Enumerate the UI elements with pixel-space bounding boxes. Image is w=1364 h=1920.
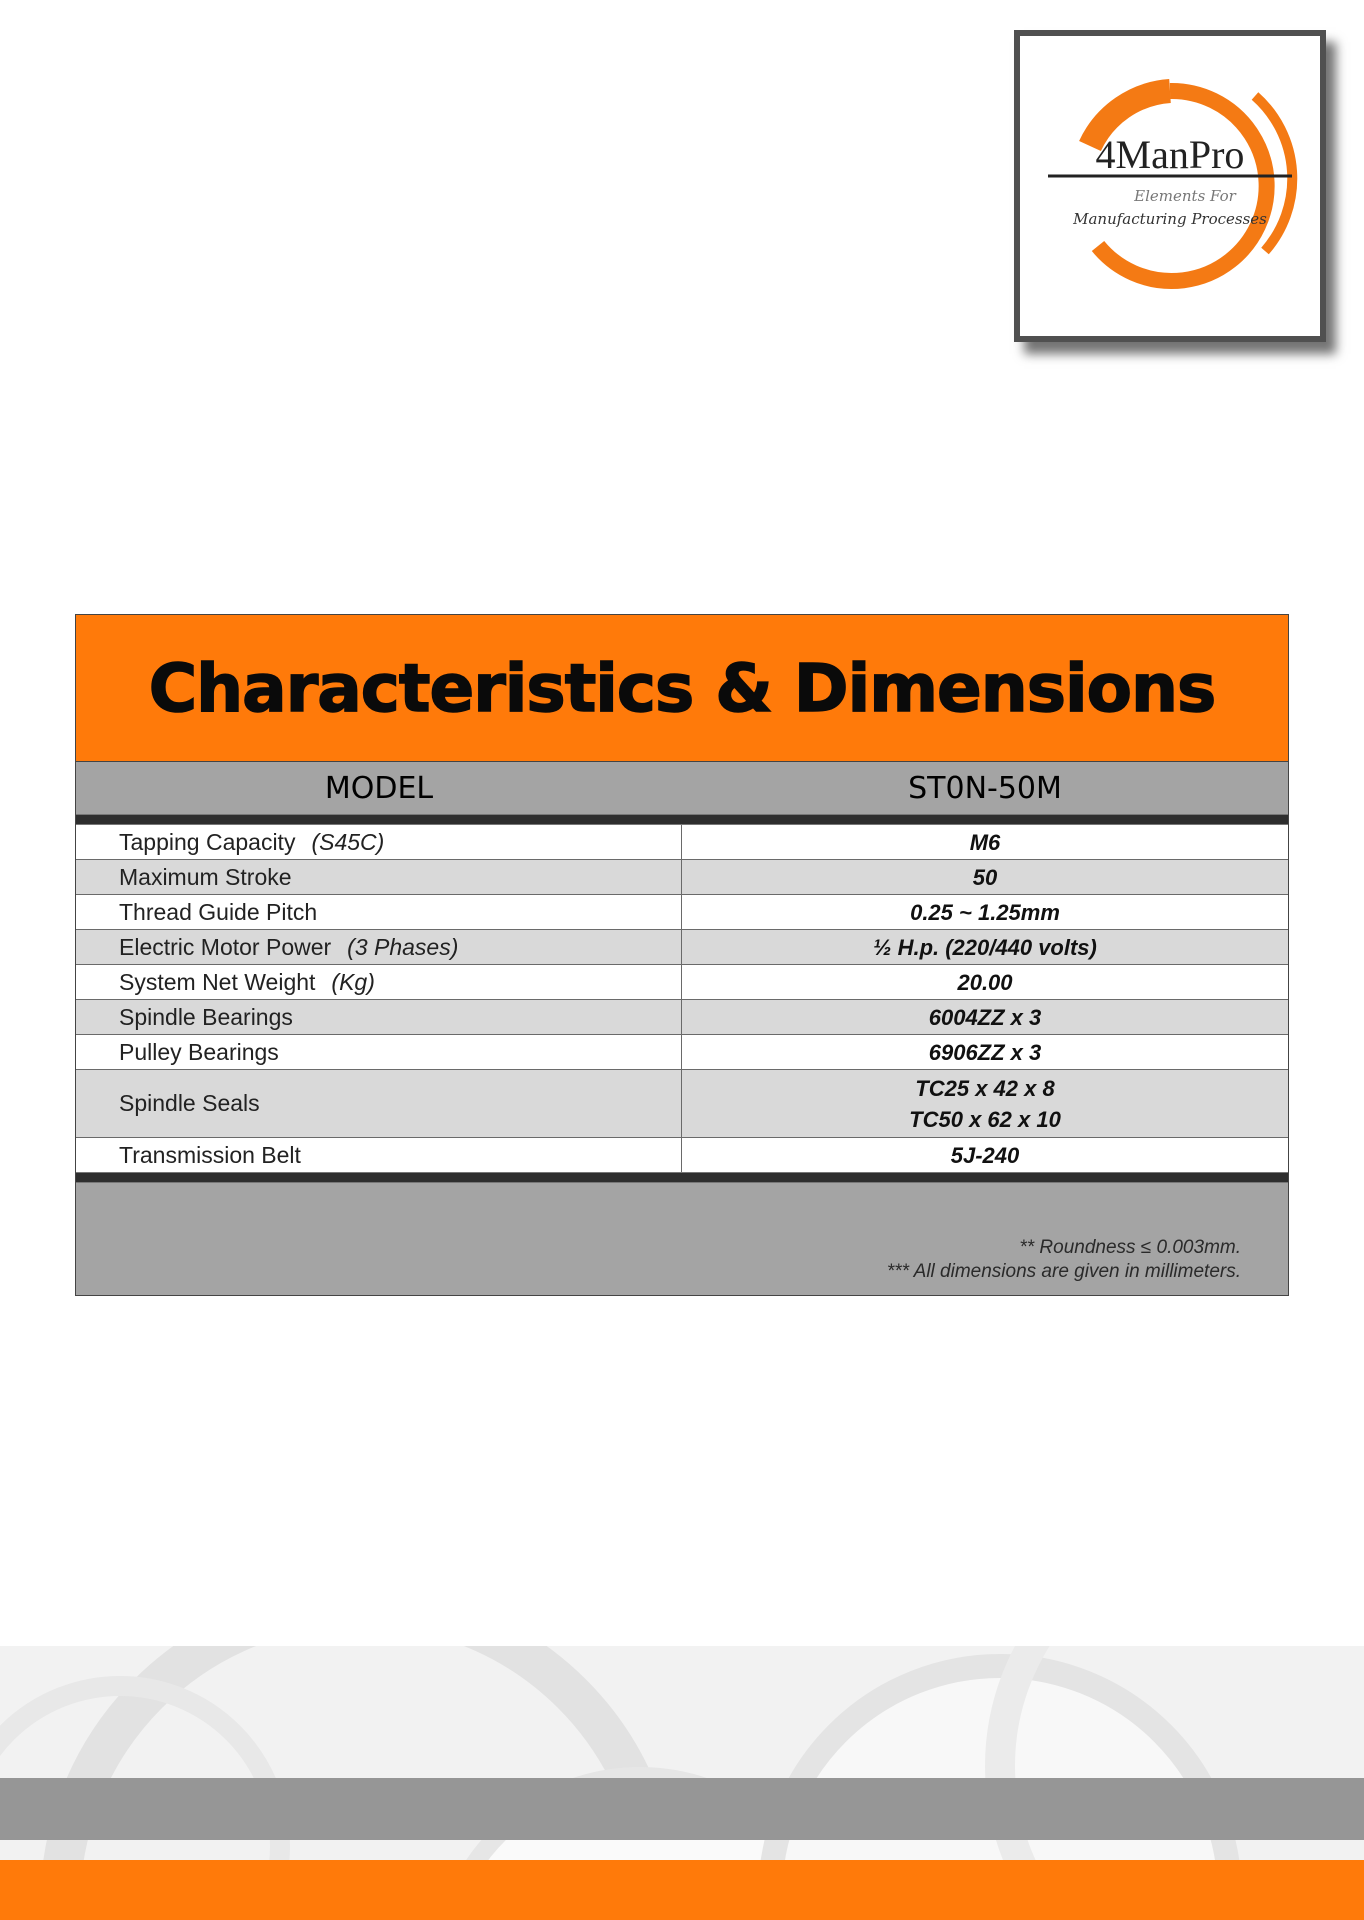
row-qualifier: (S45C) (311, 828, 385, 855)
row-label: System Net Weight (119, 968, 316, 995)
row-label: Pulley Bearings (119, 1038, 279, 1065)
row-value: 50 (972, 864, 998, 890)
table-row (76, 1070, 1288, 1138)
row-label: Electric Motor Power (119, 933, 332, 960)
row-value: TC25 x 42 x 8 (915, 1075, 1055, 1101)
row-value-2: TC50 x 62 x 10 (909, 1106, 1061, 1132)
row-value: 20.00 (957, 969, 1013, 995)
separator (76, 1172, 1288, 1183)
footnote-units: *** All dimensions are given in millimeters. (886, 1261, 1241, 1282)
row-qualifier: (3 Phases) (347, 933, 459, 960)
table-row (76, 965, 1288, 1000)
table-row (76, 1035, 1288, 1070)
row-value: M6 (969, 829, 1001, 855)
logo-brand-text: 4ManPro (1095, 132, 1245, 177)
table-row (76, 1000, 1288, 1035)
separator (76, 814, 1288, 825)
row-value: 0.25 ~ 1.25mm (910, 899, 1060, 925)
footer-gray-band (0, 1778, 1364, 1840)
table-row (76, 1138, 1288, 1172)
spec-title-banner (76, 615, 1288, 762)
model-header-row (76, 762, 1288, 814)
row-value: ½ H.p. (220/440 volts) (873, 934, 1097, 960)
row-label: Thread Guide Pitch (119, 898, 318, 925)
spec-rows (76, 825, 1288, 1172)
footnotes (887, 1236, 1241, 1284)
row-qualifier: (Kg) (331, 968, 375, 995)
table-row (76, 930, 1288, 965)
logo-tagline-1: Elements For (1134, 187, 1236, 205)
spec-table (75, 614, 1289, 1296)
logo-tagline-2: Manufacturing Processes (1073, 210, 1267, 228)
row-label: Transmission Belt (119, 1141, 301, 1168)
notes-panel (76, 1183, 1288, 1295)
spec-title: Characteristics & Dimensions (148, 649, 1216, 727)
table-row (76, 860, 1288, 895)
table-row (76, 825, 1288, 860)
row-label: Spindle Bearings (119, 1003, 293, 1030)
row-label: Spindle Seals (119, 1090, 260, 1116)
footnote-roundness: ** Roundness ≤ 0.003mm. (1019, 1237, 1241, 1258)
row-value: 5J-240 (950, 1142, 1020, 1168)
footer-orange-band (0, 1860, 1364, 1920)
row-label: Tapping Capacity (119, 828, 296, 855)
row-value: 6906ZZ x 3 (928, 1039, 1042, 1065)
row-label: Maximum Stroke (119, 863, 292, 890)
model-label: MODEL (324, 770, 434, 806)
company-logo (1014, 30, 1326, 342)
row-value: 6004ZZ x 3 (928, 1004, 1042, 1030)
model-value: ST0N-50M (908, 770, 1062, 806)
table-row (76, 895, 1288, 930)
